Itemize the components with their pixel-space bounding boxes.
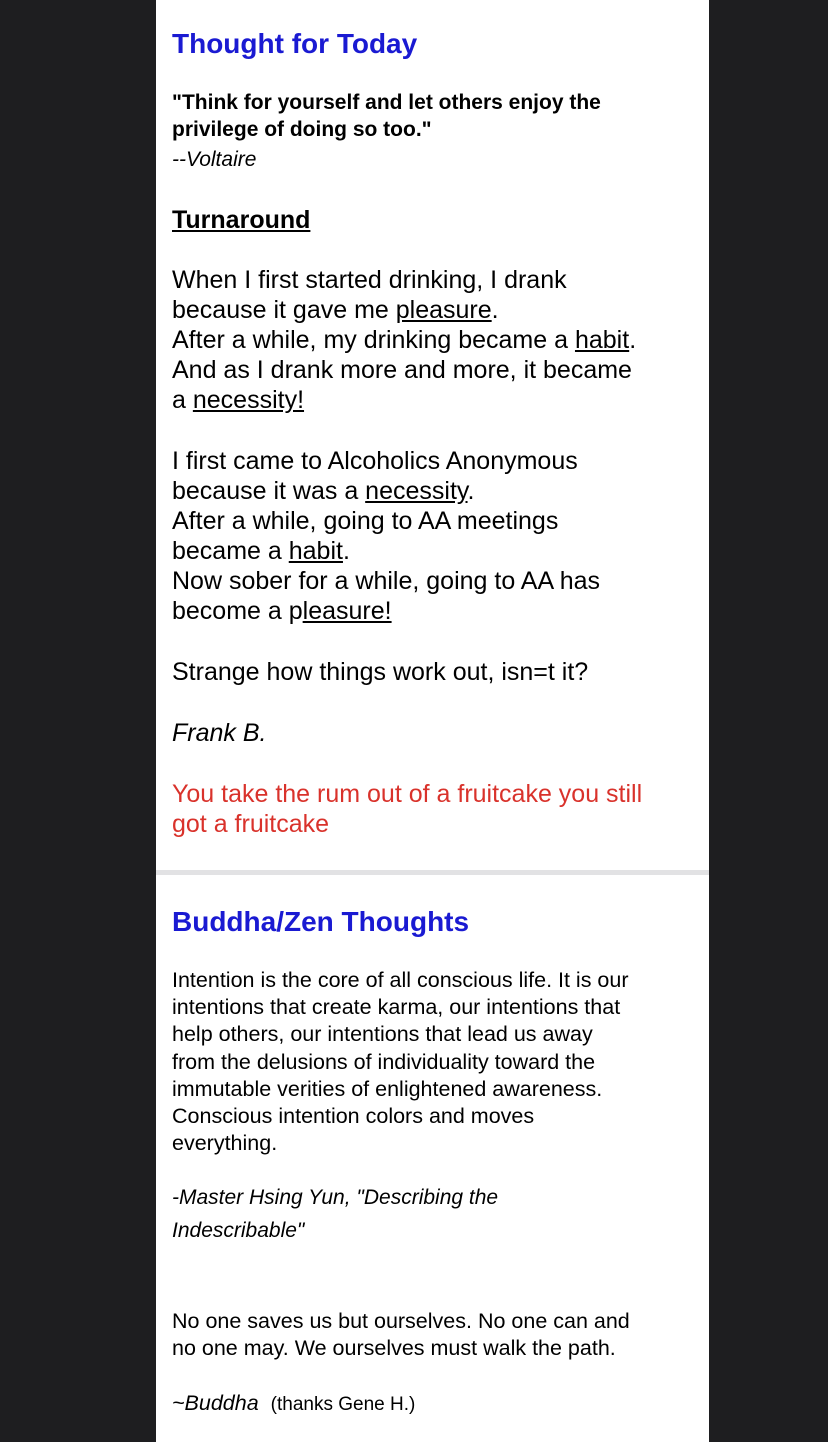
- zen-line: everything.: [172, 1131, 278, 1156]
- zen-line: from the delusions of individuality toward the: [172, 1049, 596, 1074]
- zen-paragraph: [172, 967, 697, 1157]
- story-line: And as I drank more and more, it became: [172, 356, 632, 385]
- story-line: became a habit.: [172, 537, 350, 566]
- quote-attribution: --Voltaire: [172, 148, 257, 171]
- joke-line: You take the rum out of a fruitcake you still: [172, 780, 643, 808]
- story-line: a necessity!: [172, 386, 305, 415]
- attribution-line: Indescribable": [172, 1219, 305, 1242]
- section-title: Thought for Today: [172, 28, 418, 59]
- quote-block: [172, 89, 697, 173]
- newsletter-column: [156, 0, 709, 1442]
- story-line: because it was a necessity.: [172, 477, 475, 506]
- zen-attribution: [172, 1181, 697, 1247]
- story-line: I first came to Alcoholics Anonymous: [172, 447, 578, 475]
- buddha-zen-section: [156, 875, 709, 1442]
- story-closing: Strange how things work out, isn=t it?: [172, 658, 589, 686]
- joke-line: got a fruitcake: [172, 810, 330, 838]
- thought-for-today-section: [156, 0, 709, 870]
- story-line: Now sober for a while, going to AA has: [172, 567, 601, 596]
- quote-line: No one saves us but ourselves. No one can and: [172, 1309, 630, 1333]
- section-title: Buddha/Zen Thoughts: [172, 906, 470, 937]
- quote-line: privilege of doing so too.": [172, 118, 432, 141]
- story-line: because it gave me pleasure.: [172, 296, 499, 325]
- story-signature: Frank B.: [172, 719, 267, 747]
- zen-line: intentions that create karma, our intentions that: [172, 995, 621, 1020]
- story-line: When I first started drinking, I drank: [172, 266, 567, 294]
- quote-line: "Think for yourself and let others enjoy the: [172, 91, 601, 114]
- story-line: After a while, going to AA meetings: [172, 507, 559, 536]
- quote-line: no one may. We ourselves must walk the path.: [172, 1336, 616, 1361]
- story-line: After a while, my drinking became a habit.: [172, 326, 637, 355]
- story-paragraph-1: [172, 265, 697, 415]
- story-line: become a pleasure!: [172, 597, 392, 626]
- zen-line: help others, our intentions that lead us away: [172, 1022, 593, 1047]
- buddha-signature: [172, 1390, 697, 1418]
- signature-thanks: (thanks Gene H.): [270, 1394, 416, 1415]
- story-paragraph-2: [172, 446, 697, 627]
- zen-line: Intention is the core of all conscious life. It is our: [172, 968, 629, 992]
- zen-line: Conscious intention colors and moves: [172, 1104, 535, 1129]
- joke-block: [172, 779, 697, 839]
- attribution-line: -Master Hsing Yun, "Describing the: [172, 1186, 499, 1209]
- buddha-quote: [172, 1308, 697, 1362]
- signature-name: ~Buddha: [172, 1391, 259, 1415]
- zen-line: immutable verities of enlightened awareness.: [172, 1076, 603, 1101]
- story-heading: Turnaround: [172, 206, 311, 234]
